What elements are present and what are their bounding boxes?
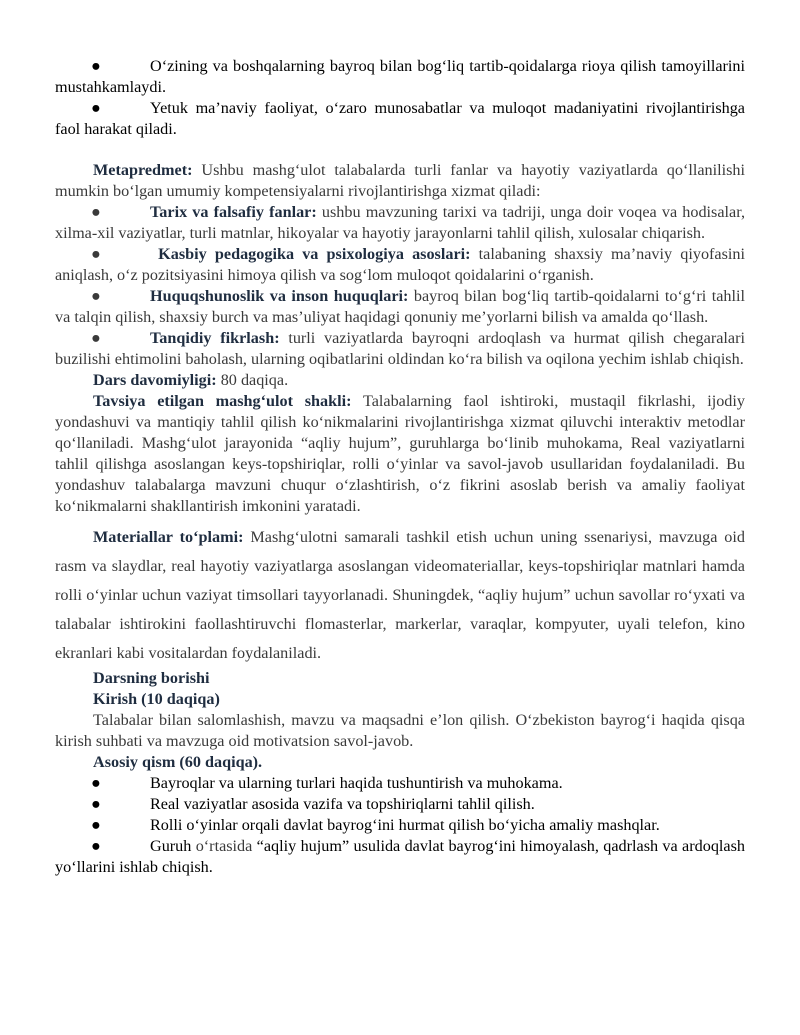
list-item: ● Huquqshunoslik va inson huquqlari: bayroq bilan bog‘liq tartib-qoidalarni to‘g‘ri tahlil va talqin qilish, shaxsiy burch va mas’uliyat haqidagi qonuniy me’yorlarni bilish va amalda qo‘llash. [55,287,745,326]
section-heading: Asosiy qism (60 daqiqa). [93,753,263,771]
section-heading: Darsning borishi [93,669,210,687]
bullet-icon: ● [91,57,101,75]
document-page [55,56,745,878]
metapredmet-paragraph: Metapredmet: Ushbu mashg‘ulot talabalarda turli fanlar va hayotiy vaziyatlarda qo‘llanilishi mumkin bo‘lgan umumiy kompetensiyalarni rivojlantirishga xizmat qiladi: [55,161,745,200]
list-item: ● Tarix va falsafiy fanlar: ushbu mavzuning tarixi va tadriji, unga doir voqea va hodisalar, xilma-xil vaziyatlar, turli matnlar, hikoyalar va hayotiy jarayonlarni tahlil qilish, xulosalar chiqarish. [55,203,745,242]
section-heading: Kirish (10 daqiqa) [93,690,220,708]
materials-paragraph: Materiallar to‘plami: Mashg‘ulotni samarali tashkil etish uchun uning ssenariysi, mavzuga oid rasm va slaydlar, real hayotiy vaziyatlarga asoslangan videomateriallar, keys-topshiriqlar matnlari hamda rolli o‘yinlar uchun vaziyat timsollari tayyorlanadi. Shuningdek, “aqliy hujum” uchun savollar ro‘yxati va talabalar ishtirokini faollashtiruvchi flomasterlar, markerlar, varaqlar, kompyuter, uyali telefon, kino ekranlari kabi vositalardan foydalaniladi. [55,528,745,662]
bullet-icon: ● [91,329,101,347]
bullet-icon: ● [91,795,101,813]
intro-paragraph: Talabalar bilan salomlashish, mavzu va maqsadni e’lon qilish. O‘zbekiston bayrog‘i haqida qisqa kirish suhbati va mavzuga oid motivatsion savol-javob. [55,711,745,750]
bullet-icon: ● [91,203,101,221]
duration-paragraph: Dars davomiyligi: 80 daqiqa. [93,371,289,389]
bullet-icon: ● [91,774,101,792]
list-item: ● Tanqidiy fikrlash: turli vaziyatlarda bayroqni ardoqlash va hurmat qilish chegaralari buzilishi ehtimolini baholash, ularning oqibatlarini oldindan ko‘ra bilish va oqilona yechim ishlab chiqish. [55,329,745,368]
list-item: ● Rolli o‘yinlar orqali davlat bayrog‘ini hurmat qilish bo‘yicha amaliy mashqlar. [55,815,745,836]
form-paragraph: Tavsiya etilgan mashg‘ulot shakli: Talabalarning faol ishtiroki, mustaqil fikrlashi, ijodiy yondashuvi va mantiqiy tahlil qilish ko‘nikmalarini rivojlantirishga xizmat qiluvchi interaktiv metodlar qo‘llaniladi. Mashg‘ulot jarayonida “aqliy hujum”, guruhlarga bo‘linib muhokama, Real vaziyatlarni tahlil qilishga asoslangan keys-topshiriqlar, rolli o‘yinlar va savol-javob usullaridan foydalaniladi. Bu yondashuv talabalarga mavzuni chuqur o‘zlashtirish, o‘z fikrini asoslab berish va amaliy faoliyat ko‘nikmalarni shakllantirish imkonini yaratadi. [55,392,745,515]
bullet-icon: ● [91,816,101,834]
bullet-icon: ● [91,99,101,117]
bullet-icon: ● [91,287,101,305]
list-item: ● Yetuk ma’naviy faoliyat, o‘zaro munosabatlar va muloqot madaniyatini rivojlantirishga faol harakat qiladi. [55,99,745,138]
list-item: ● Bayroqlar va ularning turlari haqida tushuntirish va muhokama. [55,773,745,794]
bullet-icon: ● [91,837,101,855]
list-item: ● Real vaziyatlar asosida vazifa va topshiriqlarni tahlil qilish. [55,794,745,815]
list-item: ● Guruh o‘rtasida “aqliy hujum” usulida davlat bayrog‘ini himoyalash, qadrlash va ardoqlash yo‘llarini ishlab chiqish. [55,837,745,876]
list-item: ● Kasbiy pedagogika va psixologiya asoslari: talabaning shaxsiy ma’naviy qiyofasini aniqlash, o‘z pozitsiyasini himoya qilish va sog‘lom muloqot qoidalarini o‘rganish. [55,245,745,284]
list-item: ● O‘zining va boshqalarning bayroq bilan bog‘liq tartib-qoidalarga rioya qilish tamoyillarini mustahkamlaydi. [55,57,745,96]
bullet-icon: ● [91,245,101,263]
